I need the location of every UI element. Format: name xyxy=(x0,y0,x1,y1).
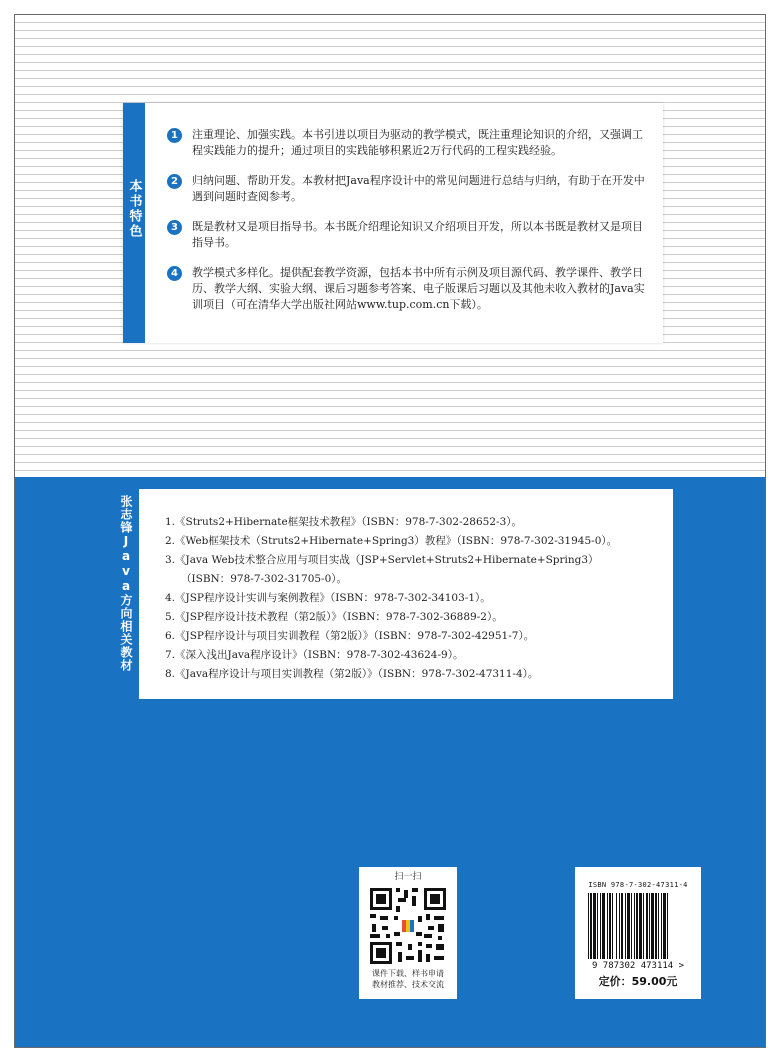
qr-code-icon[interactable] xyxy=(368,886,448,966)
qr-caption xyxy=(359,968,457,990)
feature-item xyxy=(167,173,647,205)
feature-item xyxy=(167,127,647,159)
qr-caption-line: 教材推荐、技术交流 xyxy=(372,980,444,989)
barcode-icon xyxy=(584,893,692,963)
book-title: 1.《Struts2+Hibernate框架技术教程》（ISBN：978-7-302-28652-3）。 xyxy=(165,516,523,528)
books-side-bar xyxy=(113,489,139,699)
qr-label: 扫一扫 xyxy=(394,872,422,882)
number-badge-icon: 3 xyxy=(167,220,182,235)
feature-item xyxy=(167,265,647,313)
book-title: 7.《深入浅出Java程序设计》（ISBN：978-7-302-43624-9）。 xyxy=(165,649,464,661)
book-title: 3.《Java Web技术整合应用与项目实战（JSP+Servlet+Struts2+Hibernate+Spring3） xyxy=(165,554,599,566)
book-title: 8.《Java程序设计与项目实训教程（第2版）》（ISBN：978-7-302-47311-4）。 xyxy=(165,668,539,680)
book-title: 5.《JSP程序设计技术教程（第2版）》（ISBN：978-7-302-36889-2）。 xyxy=(165,611,503,623)
book-item xyxy=(165,589,665,608)
book-item xyxy=(165,551,665,589)
back-cover xyxy=(14,14,766,1048)
qr-caption-line: 课件下载、样书申请 xyxy=(372,969,444,978)
qr-card xyxy=(359,867,457,999)
feature-item xyxy=(167,219,647,251)
feature-text: 归纳问题、帮助开发。本教材把Java程序设计中的常见问题进行总结与归纳，有助于在开发中遇到问题时查阅参考。 xyxy=(192,174,645,203)
book-item xyxy=(165,627,665,646)
features-card xyxy=(123,103,663,343)
book-item xyxy=(165,646,665,665)
price-label: 定价：59.00元 xyxy=(598,975,678,988)
books-list xyxy=(165,513,665,684)
number-badge-icon: 2 xyxy=(167,174,182,189)
isbn-card xyxy=(575,867,701,999)
book-isbn-continuation: （ISBN：978-7-302-31705-0）。 xyxy=(181,573,348,585)
number-badge-icon: 4 xyxy=(167,266,182,281)
book-item xyxy=(165,513,665,532)
book-title: 4.《JSP程序设计实训与案例教程》（ISBN：978-7-302-34103-1）。 xyxy=(165,592,491,604)
isbn-number: ISBN 978-7-302-47311-4 xyxy=(588,881,688,889)
book-title: 6.《JSP程序设计与项目实训教程（第2版）》（ISBN：978-7-302-42951-7）。 xyxy=(165,630,535,642)
features-list xyxy=(167,127,647,327)
feature-text: 教学模式多样化。提供配套教学资源，包括本书中所有示例及项目源代码、教学课件、教学日历、教学大纲、实验大纲、课后习题参考答案、电子版课后习题以及其他未收入教材的Java实训项目（可在清华大学出版社网站www.tup.com.cn下载）。 xyxy=(192,266,645,311)
features-side-title: 本书特色 xyxy=(126,179,142,239)
feature-text: 注重理论、加强实践。本书引进以项目为驱动的教学模式，既注重理论知识的介绍，又强调工程实践能力的提升；通过项目的实践能够积累近2万行代码的工程实践经验。 xyxy=(192,128,643,157)
features-side-bar xyxy=(123,103,145,343)
books-side-title: 张志锋Java方向相关教材 xyxy=(119,495,133,672)
book-item xyxy=(165,532,665,551)
book-item xyxy=(165,665,665,684)
book-item xyxy=(165,608,665,627)
book-title: 2.《Web框架技术（Struts2+Hibernate+Spring3）教程》（ISBN：978-7-302-31945-0）。 xyxy=(165,535,618,547)
feature-text: 既是教材又是项目指导书。本书既介绍理论知识又介绍项目开发，所以本书既是教材又是项目指导书。 xyxy=(192,220,643,249)
barcode-digits: 9 787302 473114 > xyxy=(591,961,685,971)
number-badge-icon: 1 xyxy=(167,128,182,143)
related-books-card xyxy=(113,489,673,699)
